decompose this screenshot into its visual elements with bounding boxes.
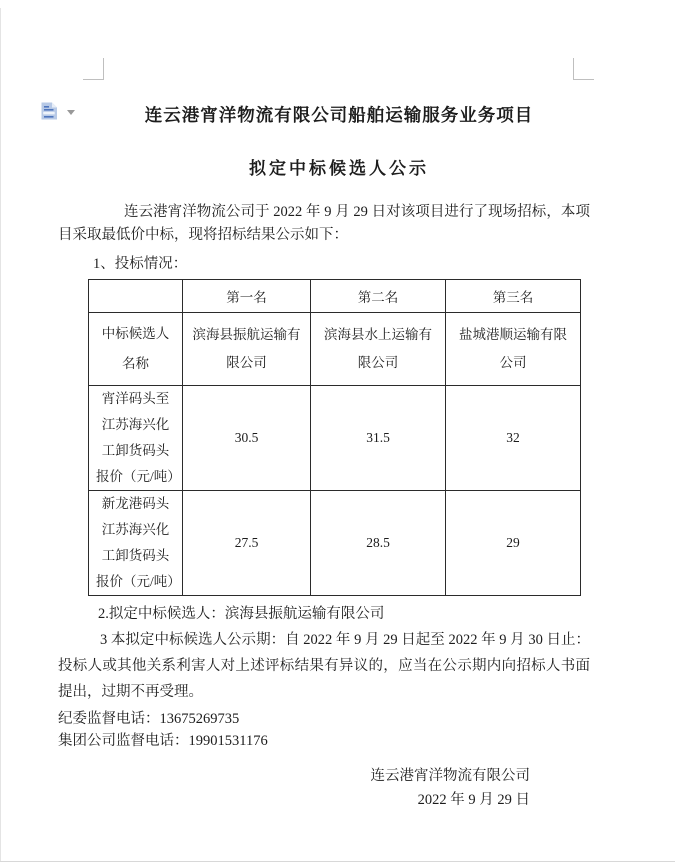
price-xiaoyang-third: 32 <box>446 386 581 491</box>
row-label-price-xiaoyang: 宵洋码头至江苏海兴化工卸货码头报价（元/吨） <box>89 386 183 491</box>
page-edge-left <box>0 8 1 862</box>
table-row-price-xinlonggang <box>89 491 581 596</box>
document-with-lines-icon <box>40 101 60 121</box>
header-cell-third-place: 第三名 <box>446 280 581 313</box>
item2-selected-candidate: 2.拟定中标候选人：滨海县振航运输有限公司 <box>98 606 385 622</box>
document-title: 连云港宵洋物流有限公司船舶运输服务业务项目 <box>144 105 534 125</box>
price-xinlonggang-second: 28.5 <box>311 491 446 596</box>
price-xinlonggang-third: 29 <box>446 491 581 596</box>
table-row-candidate-names <box>89 313 581 386</box>
bid-results-table <box>88 279 581 596</box>
table-header-row <box>89 280 581 313</box>
candidate-name-second: 滨海县水上运输有限公司 <box>311 313 446 386</box>
intro-paragraph: 连云港宵洋物流公司于 2022 年 9 月 29 日对该项目进行了现场招标，本项目采取最低价中标，现将招标结果公示如下： <box>58 204 590 243</box>
document-content <box>58 0 590 812</box>
price-xinlonggang-first: 27.5 <box>183 491 311 596</box>
document-subtitle: 拟定中标候选人公示 <box>249 159 429 178</box>
discipline-supervision-phone: 纪委监督电话：13675269735 <box>58 711 240 727</box>
header-cell-second-place: 第二名 <box>311 280 446 313</box>
row-label-candidate-name: 中标候选人名称 <box>89 313 183 386</box>
table-row-price-xiaoyang <box>89 386 581 491</box>
section1-heading: 1、投标情况： <box>93 256 188 272</box>
candidate-name-third: 盐城港顺运输有限公司 <box>446 313 581 386</box>
signature-date: 2022 年 9 月 29 日 <box>417 792 530 808</box>
price-xiaoyang-second: 31.5 <box>311 386 446 491</box>
header-cell-first-place: 第一名 <box>183 280 311 313</box>
header-cell-empty <box>89 280 183 313</box>
candidate-name-first: 滨海县振航运输有限公司 <box>183 313 311 386</box>
signature-company: 连云港宵洋物流有限公司 <box>370 768 530 784</box>
group-supervision-phone: 集团公司监督电话：19901531176 <box>58 732 268 749</box>
signature-block <box>58 764 530 812</box>
price-xiaoyang-first: 30.5 <box>183 386 311 491</box>
item3-publicity-period: 3 本拟定中标候选人公示期：自 2022 年 9 月 29 日起至 2022 年 9 月 30 日止：投标人或其他关系利害人对上述评标结果有异议的，应当在公示期内向招标人书面提出，过期不再受理。 <box>58 632 590 700</box>
row-label-price-xinlonggang: 新龙港码头江苏海兴化工卸货码头报价（元/吨） <box>89 491 183 596</box>
